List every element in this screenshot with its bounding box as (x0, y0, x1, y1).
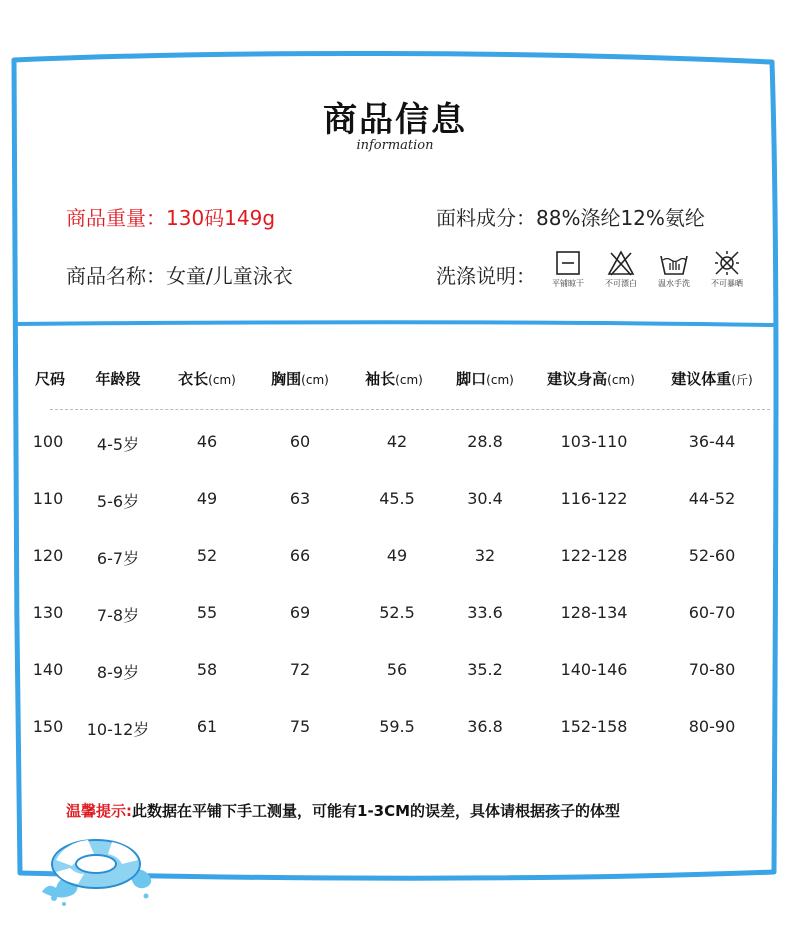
table-cell: 55 (196, 603, 218, 622)
table-cell: 45.5 (379, 489, 415, 508)
table-cell: 5-6岁 (96, 492, 140, 511)
header-leg-opening: 脚口(cm) (456, 370, 514, 388)
table-cell: 36.8 (467, 717, 503, 736)
table-cell: 4-5岁 (96, 435, 140, 454)
table-cell: 30.4 (467, 489, 503, 508)
care-caption: 温水手洗 (658, 279, 690, 288)
table-cell: 59.5 (379, 717, 415, 736)
header-chest: 胸围(cm) (271, 370, 329, 388)
table-cell: 122-128 (560, 546, 628, 565)
table-cell: 49 (386, 546, 408, 565)
table-cell: 46 (196, 432, 218, 451)
care-item-flat-dry (542, 250, 594, 289)
table-cell: 7-8岁 (96, 606, 140, 625)
care-caption: 不可漂白 (605, 279, 637, 288)
table-cell: 52-60 (688, 546, 736, 565)
table-cell: 28.8 (467, 432, 503, 451)
table-cell: 100 (32, 432, 64, 451)
product-weight: 商品重量：130码149g (66, 206, 276, 230)
table-cell: 52 (196, 546, 218, 565)
hand-wash-icon (659, 250, 689, 276)
table-cell: 130 (32, 603, 64, 622)
table-cell: 70-80 (688, 660, 736, 679)
table-cell: 61 (196, 717, 218, 736)
flat-dry-icon (555, 250, 581, 276)
swim-ring-icon (34, 832, 174, 912)
table-cell: 152-158 (560, 717, 628, 736)
table-cell: 128-134 (560, 603, 628, 622)
table-cell: 36-44 (688, 432, 736, 451)
table-cell: 49 (196, 489, 218, 508)
header-sleeve: 袖长(cm) (365, 370, 423, 388)
page-title: 商品信息 (323, 100, 467, 140)
header-age: 年龄段 (95, 370, 141, 388)
table-cell: 66 (289, 546, 311, 565)
table-cell: 8-9岁 (96, 663, 140, 682)
table-cell: 33.6 (467, 603, 503, 622)
table-cell: 120 (32, 546, 64, 565)
table-cell: 44-52 (688, 489, 736, 508)
table-cell: 60-70 (688, 603, 736, 622)
header-divider (50, 409, 770, 410)
table-cell: 56 (386, 660, 408, 679)
reminder-text: 此数据在平铺下手工测量，可能有1-3CM的误差，具体请根据孩子的体型 (132, 802, 621, 820)
header-weight: 建议体重(斤) (671, 370, 753, 388)
page-subtitle: information (356, 138, 434, 153)
header-height: 建议身高(cm) (547, 370, 635, 388)
no-bleach-icon (607, 250, 635, 276)
table-cell: 32 (474, 546, 496, 565)
table-cell: 72 (289, 660, 311, 679)
table-cell: 75 (289, 717, 311, 736)
header-size: 尺码 (34, 370, 66, 388)
wash-instructions-label: 洗涤说明： (436, 264, 536, 288)
table-cell: 52.5 (379, 603, 415, 622)
table-cell: 140-146 (560, 660, 628, 679)
header-length: 衣长(cm) (178, 370, 236, 388)
table-cell: 80-90 (688, 717, 736, 736)
table-cell: 110 (32, 489, 64, 508)
table-cell: 63 (289, 489, 311, 508)
table-cell: 116-122 (560, 489, 628, 508)
care-item-no-bleach (595, 250, 647, 289)
table-cell: 69 (289, 603, 311, 622)
product-name: 商品名称：女童/儿童泳衣 (66, 264, 293, 288)
table-cell: 6-7岁 (96, 549, 140, 568)
table-cell: 150 (32, 717, 64, 736)
table-cell: 58 (196, 660, 218, 679)
table-cell: 10-12岁 (86, 720, 150, 739)
table-cell: 103-110 (560, 432, 628, 451)
fabric-composition: 面料成分：88%涤纶12%氨纶 (436, 206, 705, 230)
care-item-hand-wash (648, 250, 700, 289)
reminder-note (66, 800, 620, 821)
care-item-no-sun-dry (701, 250, 753, 289)
reminder-label: 温馨提示: (66, 802, 132, 820)
no-sun-dry-icon (713, 250, 741, 276)
table-cell: 42 (386, 432, 408, 451)
care-caption: 不可暴晒 (711, 279, 743, 288)
table-cell: 35.2 (467, 660, 503, 679)
care-caption: 平铺晾干 (552, 279, 584, 288)
table-cell: 60 (289, 432, 311, 451)
table-cell: 140 (32, 660, 64, 679)
